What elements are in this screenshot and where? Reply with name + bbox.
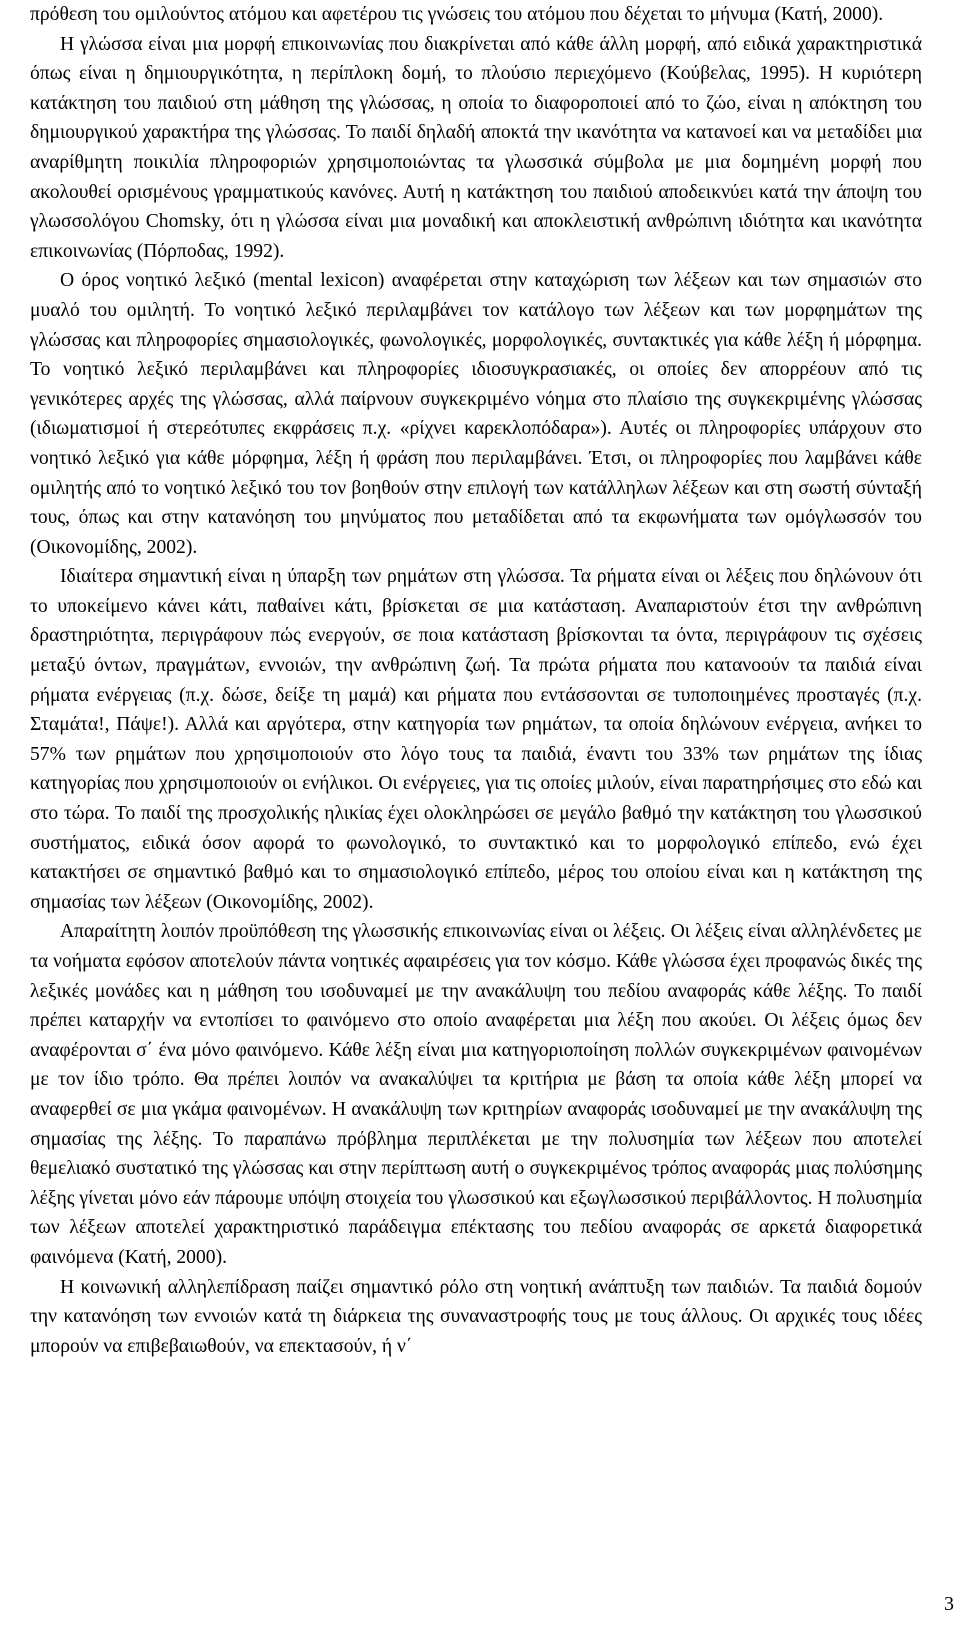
paragraph-language-communication: Η γλώσσα είναι μια μορφή επικοινωνίας που διακρίνεται από κάθε άλλη μορφή, από ειδικά χαρακτηριστικά όπως είναι η δημιουργικότητα, η περίπλοκη δομή, το πλούσιο περιεχόμενο (Κούβελας, 1995). Η κυριότερη κατάκτηση του παιδιού στη μάθηση της γλώσσας, η οποία το διαφοροποιεί από το ζώο, είναι η απόκτηση του δημιουργικού χαρακτήρα της γλώσσας. Το παιδί δηλαδή αποκτά την ικανότητα να κατανοεί και να μεταδίδει μια αναρίθμητη ποικιλία πληροφοριών χρησιμοποιώντας τα γλωσσικά σύμβολα με μια δομημένη μορφή που ακολουθεί ορισμένους γραμματικούς κανόνες. Αυτή η κατάκτηση του παιδιού αποδεικνύει κατά την άποψη του γλωσσολόγου Chomsky, ότι η γλώσσα είναι μια μοναδική και αποκλειστική ανθρώπινη ιδιότητα και ικανότητα επικοινωνίας (Πόρποδας, 1992). [30,33,922,262]
paragraph-continuation: πρόθεση του ομιλούντος ατόμου και αφετέρου τις γνώσεις του ατόμου που δέχεται το μήνυμα (Κατή, 2000). [30,4,884,25]
document-body [30,0,922,1361]
paragraph-mental-lexicon: Ο όρος νοητικό λεξικό (mental lexicon) αναφέρεται στην καταχώριση των λέξεων και των σημασιών στο μυαλό του ομιλητή. Το νοητικό λεξικό περιλαμβάνει τον κατάλογο των λέξεων και των μορφημάτων της γλώσσας και πληροφορίες σημασιολογικές, φωνολογικές, μορφολογικές, συντακτικές για κάθε λέξη ή μόρφημα. Το νοητικό λεξικό περιλαμβάνει και πληροφορίες ιδιοσυγκρασιακές, οι οποίες δεν απορρέουν από τις γενικότερες αρχές της γλώσσας, αλλά παίρνουν συγκεκριμένο νόημα στο πλαίσιο της συγκεκριμένης γλώσσας (ιδιωματισμοί ή στερεότυπες εκφράσεις π.χ. «ρίχνει καρεκλοπόδαρα»). Αυτές οι πληροφορίες υπάρχουν στο νοητικό λεξικό για κάθε μόρφημα, λέξη ή φράση που περιλαμβάνει. Έτσι, οι πληροφορίες που λαμβάνει κάθε ομιλητής από το νοητικό λεξικό του τον βοηθούν στην επιλογή των κατάλληλων λέξεων και στη σωστή σύνταξή τους, όπως και στην κατανόηση του μηνύματος που μεταδίδεται από τα εκφωνήματα των ομόγλωσσόν του (Οικονομίδης, 2002). [30,270,922,558]
paragraph-verbs: Ιδιαίτερα σημαντική είναι η ύπαρξη των ρημάτων στη γλώσσα. Τα ρήματα είναι οι λέξεις που δηλώνουν ότι το υποκείμενο κάνει κάτι, παθαίνει κάτι, βρίσκεται σε μια κατάσταση. Αναπαριστούν έτσι την ανθρώπινη δραστηριότητα, περιγράφουν πώς ενεργούν, σε ποια κατάσταση βρίσκονται τα όντα, περιγράφουν τις σχέσεις μεταξύ όντων, πραγμάτων, εννοιών, την ανθρώπινη ζωή. Τα πρώτα ρήματα που κατανοούν τα παιδιά είναι ρήματα ενέργειας (π.χ. δώσε, δείξε τη μαμά) και ρήματα που εντάσσονται σε τυποποιημένες προσταγές (π.χ. Σταμάτα!, Πάψε!). Αλλά και αργότερα, στην κατηγορία των ρημάτων, τα οποία δηλώνουν ενέργεια, ανήκει το 57% των ρημάτων που χρησιμοποιούν στο λόγο τους τα παιδιά, έναντι του 33% των ρημάτων της ίδιας κατηγορίας που χρησιμοποιούν οι ενήλικοι. Οι ενέργειες, για τις οποίες μιλούν, είναι παρατηρήσιμες στο εδώ και στο τώρα. Το παιδί της προσχολικής ηλικίας έχει ολοκληρώσει σε μεγάλο βαθμό την κατάκτηση του γλωσσικού συστήματος, ειδικά όσον αφορά το φωνολογικό, το συντακτικό και το μορφολογικό επίπεδο, ενώ έχει κατακτήσει σε σημαντικό βαθμό και το σημασιολογικό επίπεδο, μέρος του οποίου είναι και η κατάκτηση της σημασίας των λέξεων (Οικονομίδης, 2002). [30,566,922,913]
paragraph-social-interaction: Η κοινωνική αλληλεπίδραση παίζει σημαντικό ρόλο στη νοητική ανάπτυξη των παιδιών. Τα παιδιά δομούν την κατανόηση των εννοιών κατά τη διάρκεια της συναναστροφής τους με τους άλλους. Οι αρχικές τους ιδέες μπορούν να επιβεβαιωθούν, να επεκτασούν, ή ν΄ [30,1276,922,1357]
page-number: 3 [944,1593,954,1615]
paragraph-words-meaning: Απαραίτητη λοιπόν προϋπόθεση της γλωσσικής επικοινωνίας είναι οι λέξεις. Οι λέξεις είναι αλληλένδετες με τα νοήματα εφόσον αποτελούν πάντα νοητικές αφαιρέσεις για τον κόσμο. Κάθε γλώσσα έχει προφανώς δικές της λεξικές μονάδες και η μάθηση του ισοδυναμεί με την ανακάλυψη του πεδίου αναφοράς κάθε λέξης. Το παιδί πρέπει καταρχήν να εντοπίσει το φαινόμενο στο οποίο αναφέρεται μια λέξη που ακούει. Οι λέξεις όμως δεν αναφέρονται σ΄ ένα μόνο φαινόμενο. Κάθε λέξη είναι μια κατηγοριοποίηση πολλών συγκεκριμένων φαινομένων με τον ίδιο τρόπο. Θα πρέπει λοιπόν να ανακαλύψει τα κριτήρια με βάση τα οποία κάθε λέξη μπορεί να αναφερθεί σε μια γκάμα φαινομένων. Η ανακάλυψη των κριτηρίων αναφοράς ισοδυναμεί με την ανακάλυψη της σημασίας της λέξης. Το παραπάνω πρόβλημα περιπλέκεται με την πολυσημία των λέξεων που αποτελεί θεμελιακό συστατικό της γλώσσας και στην περίπτωση αυτή ο συγκεκριμένος τρόπος αναφοράς μιας πολύσημης λέξης γίνεται μόνο εάν πάρουμε υπόψη στοιχεία του γλωσσικού και εξωγλωσσικού περιβάλλοντος. Η πολυσημία των λέξεων αποτελεί χαρακτηριστικό παράδειγμα επέκτασης του πεδίου αναφοράς σε αρκετά διαφορετικά φαινόμενα (Κατή, 2000). [30,921,922,1268]
